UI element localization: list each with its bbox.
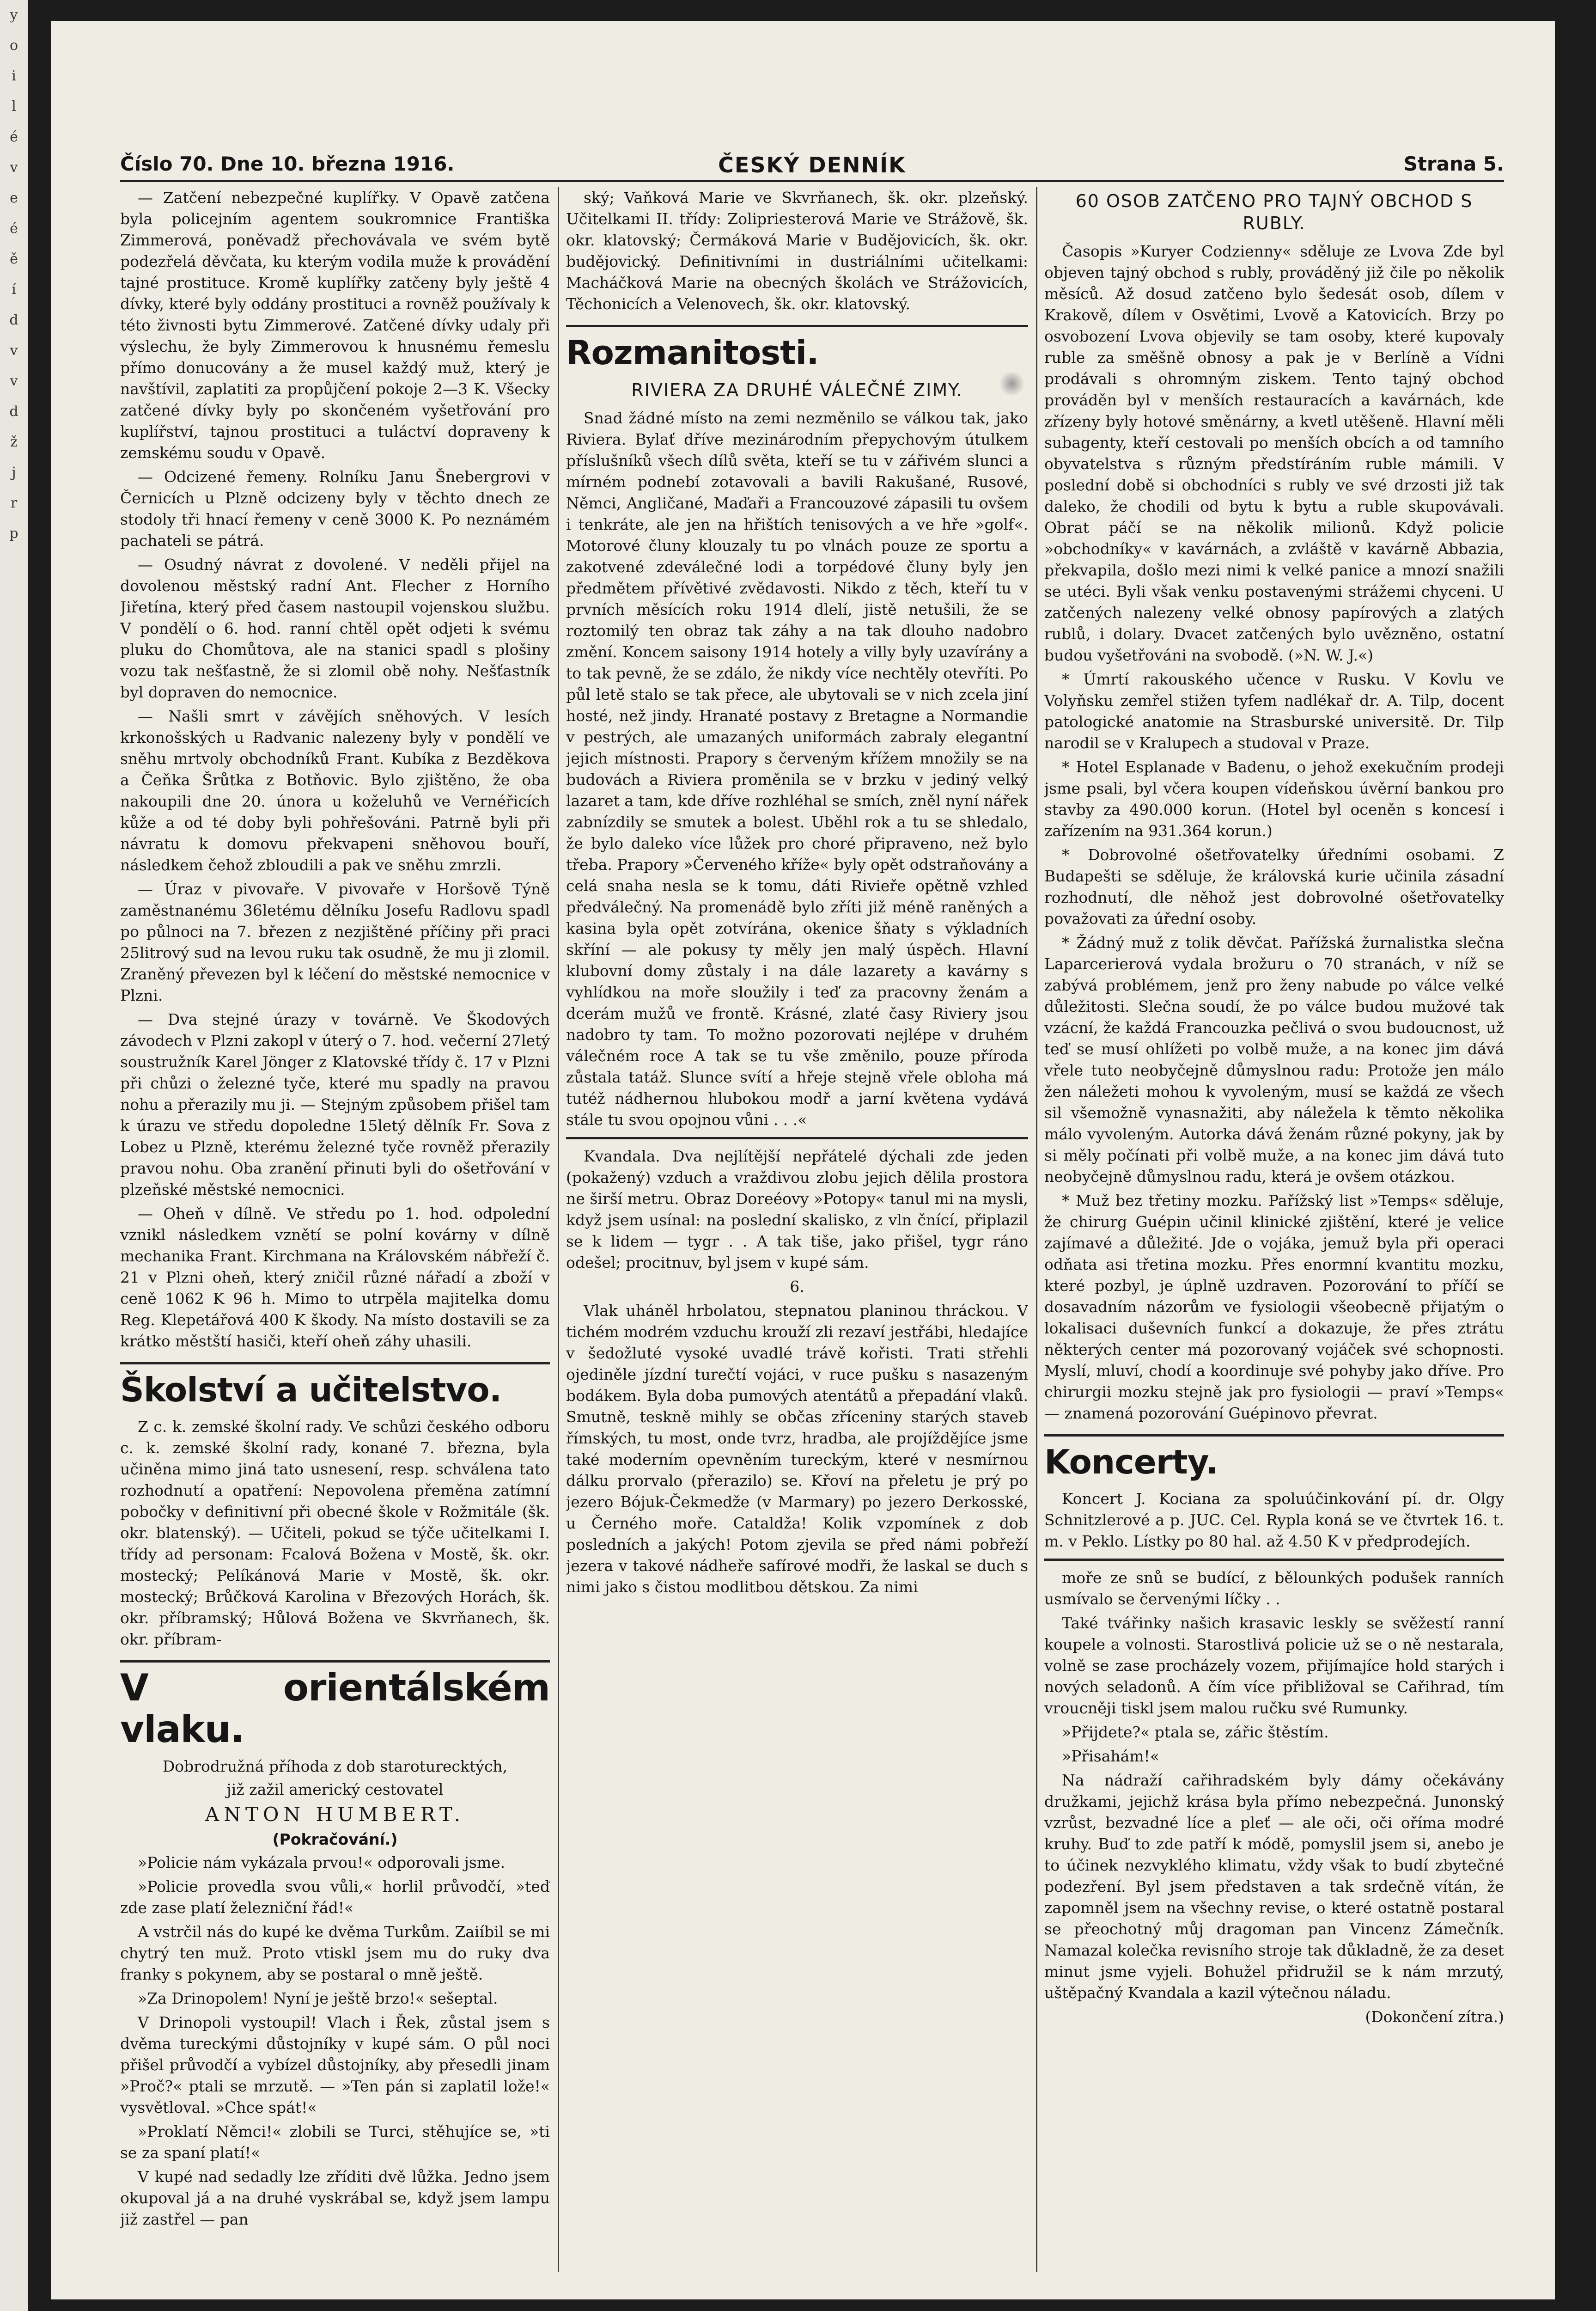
strip-letter: y xyxy=(10,7,18,23)
strip-letter: i xyxy=(12,68,16,84)
news-item: — Úraz v pivovaře. V pivovaře v Horšově Týně zaměstnanému 36letému dělníku Josefu Radlovu spadl po půlnoci na 7. březen z nezjištěné příčiny při praci 25litrový sud na levou ruku tak osudně, že mu ji zlomil. Zraněný převezen byl k léčení do městské nemocnice v Plzni. xyxy=(120,880,550,1004)
article-headline: RIVIERA ZA DRUHÉ VÁLEČNÉ ZIMY. xyxy=(631,380,963,400)
section-heading-serial: V orientálském vlaku. xyxy=(120,1660,550,1750)
page-number: Strana 5. xyxy=(1403,153,1504,175)
story-paragraph: »Policie nám vykázala prvou!« odporovali jsme. xyxy=(138,1853,506,1871)
strip-letter: é xyxy=(10,220,18,237)
story-paragraph: V Drinopoli vystoupil! Vlach i Řek, zůstal jsem s dvěma tureckými důstojníky v kupé sám. O půl noci přišel průvodčí a vybízel důstojníky, aby přesedli jinam »Proč?« ptali se mrzutě. — »Ten pán si zaplatil lože!« vysvětloval. »Chce spát!« xyxy=(120,2013,550,2116)
adjacent-page-strip xyxy=(0,0,28,2311)
serial-continuation: (Pokračování.) xyxy=(272,1830,398,1848)
article-headline: 60 OSOB ZATČENO PRO TAJNÝ OBCHOD S RUBLY. xyxy=(1075,191,1473,233)
news-item: * Dobrovolné ošetřovatelky úředními osobami. Z Budapešti se sděluje, že královská kurie učinila zásadní rozhodnutí, dle něhož jest dobrovolné ošetřovatelky považovati za úřední osoby. xyxy=(1044,846,1504,928)
newspaper-title: ČESKÝ DENNÍK xyxy=(718,153,906,177)
news-item: Koncert J. Kociana za spoluúčinkování pí. dr. Olgy Schnitzlerové a p. JUC. Cel. Rypla koná se ve čtvrtek 16. t. m. v Peklo. Lístky po 80 hal. až 4.50 K v předprodejích. xyxy=(1044,1490,1504,1550)
news-item: — Našli smrt v závějích sněhových. V lesích krkonošských u Radvanic nalezeny byly v pondělí ve sněhu mrtvoly obchodníků Frant. Kubíka z Bezděkova a Čeňka Šrůtka z Botňovic. Bylo zjištěno, že oba nakoupili dne 20. února u koželuhů ve Vernéřicích kůže a od té doby byli pohřešováni. Patrně byli při návratu k domovu překvapeni sněhovou bouří, následkem čehož zbloudili a pak ve sněhu zmrzli. xyxy=(120,707,550,874)
divider xyxy=(1044,1559,1504,1561)
article-paragraph: Snad žádné místo na zemi nezměnilo se válkou tak, jako Riviera. Bylať dříve mezinárodním přepychovým útulkem příslušníků všech dílů světa, kteří se tu v zářivém slunci a mírném podnebí zotavovali a bavili Rakušané, Rusové, Němci, Angličané, Maďaři a Francouzové zápasili tu ovšem i tenkráte, ale jen na hřištích tenisových a ve hře »golf«. Motorové čluny klouzaly tu po vlnách pouze ze sportu a zakotvené zdeválečné lodi a torpédové čluny byly jen předmětem přívětivé zvědavosti. Nikdo z těch, kteří tu v prvních měsících roku 1914 dlelí, jistě netušili, že se roztomilý ten obraz tak záhy a na tak dlouho nadobro změní. Koncem saisony 1914 hotely a villy byly uzavírány a to tak pevně, že se zdálo, že nikdy více nechtěly otevříti. Po půl letě stalo se tak přece, ale ubytovali se v nich zcela jiní hosté, než jindy. Hranaté postavy z Bretagne a Normandie v pestrých, ale umazaných uniformách zabraly elegantní jejich místnosti. Prapory s červeným křížem množily se na budovách a Riviera proměnila se v brzku v jediný velký lazaret a tam, kde dříve rozhléhal se smích, zněl nyní nářek zabnízdily se smutek a bolest. Uběhl rok a tu se shledalo, že bylo daleko více lůžek pro choré připraveno, než bylo třeba. Prapory »Červeného kříže« byly opět odstraňovány a celá snaha nesla se k tomu, dáti Rivieře opětně vzhled předválečný. Na promenádě bylo zříti již méně raněných a kasina byla opět zotvírána, okenice šňaty s výkladních skříní — ale pokusy ty měly jen malý úspěch. Hlavní klubovní domy zůstaly i na dále lazarety a kavárny s vyhlídkou na moře sloužily i teď za pracovny ženám a dcerám mužů ve frontě. Krásné, zlaté časy Riviery jsou nadobro ty tam. To možno pozorovati nejlépe v druhém válečném roce A tak se tu vše změnilo, pouze příroda zůstala tatáž. Slunce svítí a hřeje stejně vřele obloha má tutéž nádhernou hlubokou modř a jarní květena vydává stále tu svou opojnou vůni . . .« xyxy=(566,409,1028,1129)
story-paragraph: »Přisahám!« xyxy=(1062,1747,1160,1765)
news-item: — Oheň v dílně. Ve středu po 1. hod. odpolední vznikl následkem vznětí se polní kovárny v dílně mechanika Frant. Kirchmana na Královském nábřeží č. 21 v Plzni oheň, který zničil různé nářadí a zboží v ceně 1062 K 96 h. Mimo to utrpěla majitelka domu Reg. Klepetářová 400 K škody. Na místo dostavili se za krátko městští hasiči, kteří oheň záhy uhasili. xyxy=(120,1204,550,1350)
column-right xyxy=(1044,187,1504,2272)
section-heading-concerts: Koncerty. xyxy=(1044,1434,1504,1483)
column-rule xyxy=(1036,187,1037,2272)
story-paragraph: »Policie provedla svou vůli,« horlil průvodčí, »teď zde zase platí železniční řád!« xyxy=(120,1877,550,1917)
serial-author: ANTON HUMBERT. xyxy=(205,1803,465,1826)
news-item: Z c. k. zemské školní rady. Ve schůzi českého odboru c. k. zemské školní rady, konané 7. března, byla učiněna mimo jiná tato usnesení, resp. schválena tato rozhodnutí a opatření: Nepovolena přeměna zatímní pobočky v definitivní při obecné škole v Rožmitále (šk. okr. blatenský). — Učiteli, pokud se týče učitelkami I. třídy ad personam: Fcalová Božena v Mostě, šk. okr. mostecký; Pelíkánová Marie v Mostě, šk. okr. mostecký; Brůčková Karolina v Březových Horách, šk. okr. příbramský; Hůlová Božena ve Skvrňanech, šk. okr. příbram- xyxy=(120,1418,550,1648)
strip-letter: o xyxy=(9,37,18,54)
strip-letter: d xyxy=(9,312,18,328)
news-item: * Úmrtí rakouského učence v Rusku. V Kovlu ve Volyňsku zemřel stižen tyfem nadlékař dr. A. Tilp, docent patologické anatomie na Strasburské universitě. Dr. Tilp narodil se v Kralupech a studoval v Praze. xyxy=(1044,670,1504,752)
strip-letter: ě xyxy=(10,251,18,267)
news-item: — Odcizené řemeny. Rolníku Janu Šnebergrovi v Černicích u Plzně odcizeny byly v těchto dnech ze stodoly tři hnací řemeny v ceně 3000 K. Po neznámém pachateli se pátrá. xyxy=(120,468,550,550)
news-item: — Zatčení nebezpečné kuplířky. V Opavě zatčena byla policejním agentem soukromnice Františka Zimmerová, poněvadž přechovávala ve svém bytě podezřelá děvčata, ku kterým vodila muže k provádění tajné prostituce. Kromě kuplířky zatčeny byly ještě 4 dívky, které byly oddány prostituci a rovněž používaly k této živnosti bytu Zimmerové. Zatčené dívky udaly při výslechu, že byly Zimmerovou k hnusnému řemeslu přímo donucovány a že musel každý muž, který je navštívil, zaplatiti za propůjčení pokoje 2—3 K. Všecky zatčené dívky byly po skončeném vyšetřování pro kuplířství, tajnou prostituci a tuláctví dopraveny k zemskému soudu v Opavě. xyxy=(120,189,550,462)
strip-letter: r xyxy=(10,495,18,511)
story-paragraph: »Za Drinopolem! Nyní je ještě brzo!« sešeptal. xyxy=(138,1989,498,2007)
serial-subtitle: již zažil americký cestovatel xyxy=(226,1780,444,1798)
column-middle xyxy=(566,187,1028,2272)
story-paragraph: »Přijdete?« ptala se, zářic štěstím. xyxy=(1062,1723,1329,1741)
newspaper-page xyxy=(51,21,1555,2299)
strip-letter: v xyxy=(10,159,18,176)
strip-letter: ž xyxy=(10,434,18,450)
news-item: — Dva stejné úrazy v továrně. Ve Škodových závodech v Plzni zakopl v úterý o 7. hod. večerní 27letý soustružník Karel Jönger z Klatovské třídy č. 17 v Plzni při chůzi o železné tyče, které mu spadly na pravou nohu a přerazily mu ji. — Stejným způsobem přišel tam k úrazu ve středu dopoledne 15letý dělník Fr. Sova z Lobez u Plzně, kterému železné tyče rovněž přerazily pravou nohu. Oba zranění přinuti byli do ošetřování v plzeňské městské nemocnici. xyxy=(120,1010,550,1198)
strip-letter: í xyxy=(12,281,16,298)
column-left xyxy=(120,187,550,2272)
continuation-note: (Dokončení zítra.) xyxy=(1365,2008,1504,2026)
story-paragraph: »Proklatí Němci!« zlobili se Turci, stěhujíce se, »ti se za spaní platí!« xyxy=(120,2122,550,2162)
news-item: — Osudný návrat z dovolené. V neděli přijel na dovolenou městský radní Ant. Flecher z Horního Jiřetína, který před časem nastoupil vojenskou službu. V pondělí o 6. hod. ranní chtěl opět odjeti k svému pluku do Chomůtova, ale na stanici spadl s plošiny vozu tak nešťastně, že si zlomil obě nohy. Nešťastník byl dopraven do nemocnice. xyxy=(120,556,550,701)
strip-letter: e xyxy=(10,190,18,206)
story-paragraph: Také tvářinky našich krasavic leskly se svěžestí ranní koupele a volnosti. Starostlivá policie už se o ně nestarala, volně se zase procházely vozem, přijímajíce hold starých i nových seladonů. A čím více přibližoval se Cařihrad, tím vroucněji tiskl jsem malou ručku své Rumunky. xyxy=(1044,1614,1504,1717)
page-header xyxy=(120,143,1504,182)
strip-letter: é xyxy=(10,129,18,145)
strip-letter: v xyxy=(10,373,18,389)
strip-letter: v xyxy=(10,342,18,359)
story-paragraph: Vlak uháněl hrbolatou, stepnatou planinou thráckou. V tichém modrém vzduchu krouží zli rezaví jestřábi, hledajíce v šedožluté vysoké uvadlé trávě kořisti. Trati střehli ojediněle jízdní turečtí vojáci, v ruce pušku s nasazeným bodákem. Byla doba pumových atentátů a přepadání vlaků. Smutně, teskně mihly se občas zříceniny starých staveb římských, tu most, onde tvrz, hradba, ale projíždějíce jsme také moderním opevněním tureckým, které v nesmírnou dálku prorvalo (přerazilo) se. Křoví na přeletu je prý po jezero Bójuk-Čekmedže (v Marmary) po jezero Derkosské, u Černého moře. Cataldža! Kolik vzpomínek z dob posledních a jakých! Potom zjevila se před námi pobřeží jezera v takové nádheře safírové modři, že laskal se duch s nimi jako s čistou modlitbou dětskou. Za nimi xyxy=(566,1302,1028,1596)
strip-letter: j xyxy=(12,465,16,481)
story-paragraph: Kvandala. Dva nejlítější nepřátelé dýchali zde jeden (pokažený) vzduch a vraždivou zlobu jejich dělila prostora ne širší metru. Obraz Doreéovy »Potopy« tanul mi na mysli, když jsem usínal: na poslední skalisko, z vln čnící, připlazil se k lidem — tygr . . A tak tiše, jako přišel, tygr ráno odešel; procitnuv, byl jsem v kupé sám. xyxy=(566,1147,1028,1272)
article-paragraph: Časopis »Kuryer Codzienny« sděluje ze Lvova Zde byl objeven tajný obchod s rubly, prováděný již čile po několik měsíců. Až dosud zatčeno bylo šedesát osob, dílem v Krakově, dílem v Osvětimi, Lvově a Katovicích. Brzy po osvobození Lvova objevily se tam osoby, které kupovaly ruble za směšně obnosy a pak je v Berlíně a Vídni prodávali s ohromným ziskem. Tento tajný obchod prováděn byl v menších restauracích a kavárnách, kde zřízeny byly hotové směnárny, a kvetl utěšeně. Hlavní měli subagenty, kteří cestovali po menších obcích a od tamního obyvatelstva s různým předstíráním ruble mámili. V poslední době si obchodníci s rubly ve své drzosti již tak daleko, že chodili od bytu k bytu a ruble skupovávali. Obrat páčí se na několik milionů. Když policie »obchodníky« v kavárnách, a zvláště v kavárně Abbazia, překvapila, došlo mezi nimi k velké panice a mnozí snažili se utéci. Byli však venku postavenými strážemi chyceni. U zatčených nalezeny velké obnosy papírových a zlatých rublů, i dolary. Dvacet zatčených bylo uvězněno, ostatní budou vyšetřováni na svobodě. (»N. W. J.«) xyxy=(1044,242,1504,664)
strip-letter: l xyxy=(12,98,16,115)
section-heading-misc: Rozmanitosti. xyxy=(566,325,1028,373)
issue-date: Číslo 70. Dne 10. března 1916. xyxy=(120,153,455,175)
story-paragraph: moře ze snů se budící, z bělounkých podušek ranních usmívalo se červenými líčky . . xyxy=(1044,1569,1504,1608)
news-item: * Žádný muž z tolik děvčat. Pařížská žurnalistka slečna Laparcerierová vydala brožuru o 70 stranách, v níž se zabývá problémem, jenž pro ženy nabude po válce velké důležitosti. Slečna soudí, že po válce budou mužové tak vzácní, že každá Francouzka pečlivá o svou budoucnost, už teď se musí ohlížeti po volbě muže, a na konec jim dává vřele tuto neobyčejně důmyslnou radu: Protože jen málo žen náležeti mohou k vyvoleným, musí se každá ze všech sil všemožně vynasnažiti, aby náležela k těmto několika málo vyvoleným. Autorka dává ženám různé pokyny, jak by si měly počínati při volbě muže, a na konec jim dává tuto neobyčejně důmyslnou radu, která je ovšem otázkou. xyxy=(1044,934,1504,1186)
divider xyxy=(566,1137,1028,1139)
news-item: ský; Vaňková Marie ve Skvrňanech, šk. okr. plzeňský. Učitelkami II. třídy: Zolipriesterová Marie ve Strážově, šk. okr. klatovský; Čermáková Marie v Budějovicích, šk. okr. budějovický. Definitivními in dustriálními učitelkami: Macháčková Marie na obecných školách ve Strážovicích, Těchonicích a Velenovech, šk. okr. klatovský. xyxy=(566,189,1028,313)
news-item: * Hotel Esplanade v Badenu, o jehož exekučním prodeji jsme psali, byl včera koupen vídeňskou úvěrní bankou pro stavby za 490.000 korun. (Hotel byl oceněn s koncesí i zařízením na 931.364 korun.) xyxy=(1044,758,1504,840)
story-paragraph: V kupé nad sedadly lze zříditi dvě lůžka. Jedno jsem okupoval já a na druhé vyskrábal se, když jsem lampu již zastřel — pan xyxy=(120,2168,550,2228)
column-rule xyxy=(558,187,559,2272)
story-paragraph: Na nádraží cařihradském byly dámy očekávány družkami, jejichž krása byla přímo nebezpečná. Junonský vzrůst, bezvadné líce a pleť — ale oči, oči oříma modré kruhy. Buď to zde patří k módě, pomyslil jsem si, anebo je to účinek nezvyklého klimatu, vždy však to budí zbytečné podezření. Byl jsem představen a tak srdečně vítán, že zapomněl jsem na všechny revise, o které ostatně postaral se přeochotný můj dragoman pan Vincenz Zámečník. Namazal kolečka revisního stroje tak důkladně, že za deset minut jsme vyjeli. Bohužel přidružil se k nám mrzutý, uštěpačný Kvandala a kazil výtečnou náladu. xyxy=(1044,1771,1504,2002)
strip-letter: d xyxy=(9,404,18,420)
strip-letter: p xyxy=(9,526,18,542)
story-paragraph: A vstrčil nás do kupé ke dvěma Turkům. Zaiíbil se mi chytrý ten muž. Proto vtiskl jsem mu do ruky dva franky s pokynem, aby se postaral o mně ještě. xyxy=(120,1923,550,1983)
section-heading-school: Školství a učitelstvo. xyxy=(120,1362,550,1411)
serial-subtitle: Dobrodružná příhoda z dob staroturecktých, xyxy=(162,1757,508,1775)
chapter-numeral: 6. xyxy=(790,1278,804,1296)
news-item: * Muž bez třetiny mozku. Pařížský list »Temps« sděluje, že chirurg Guépin učinil klinické zjištění, které je velice zajímavé a důležité. Jde o vojáka, jemuž byla při operaci odňata asi třetina mozku. Přes enormní kvantitu mozku, které pozbyl, je úplně uzdraven. Pozorování to příčí se dosavadním názorům ve fysiologii všeobecně přijatým o lokalisaci duševních funkcí a dokazuje, že přes ztrátu některých center má pozorovaný vojáček své schopnosti. Myslí, mluví, chodí a koordinuje své pohyby jako dříve. Pro chirurgii mozku stejně jak pro fysiologii — praví »Temps« — znamená pozorování Guépinovo převrat. xyxy=(1044,1192,1504,1422)
